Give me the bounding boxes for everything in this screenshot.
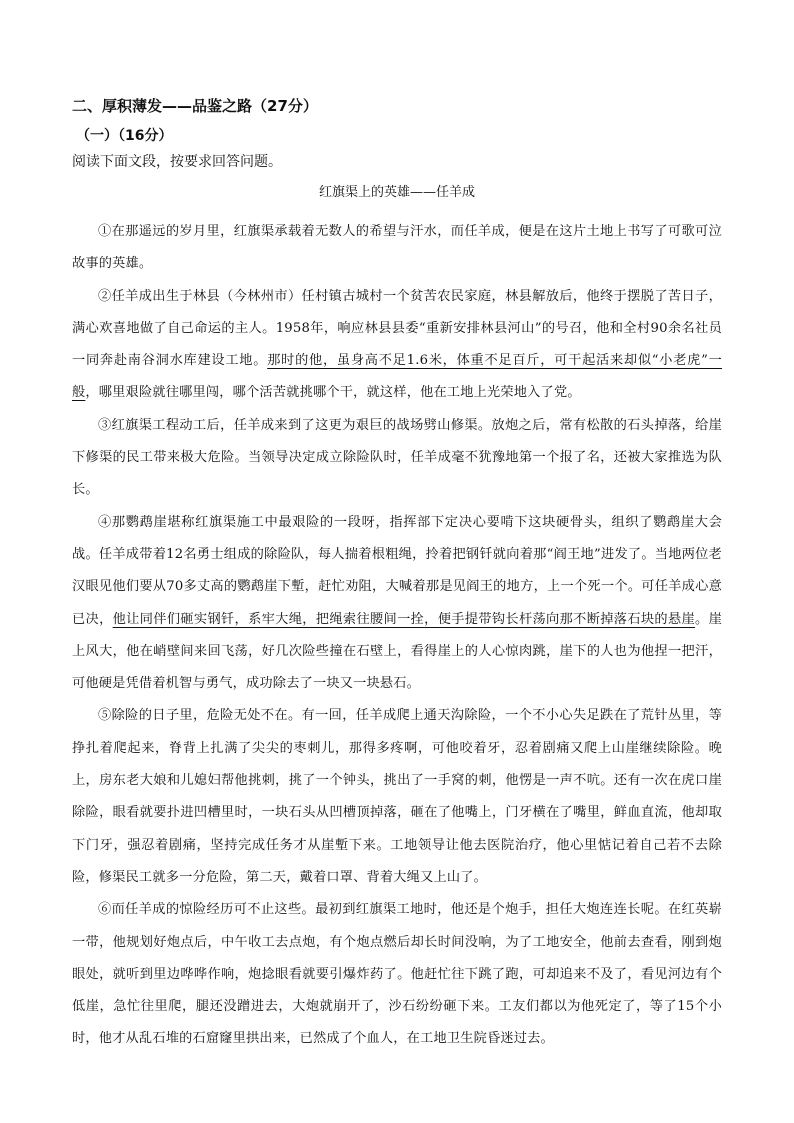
- paragraph-4-text-a: ④那鹦鹉崖堪称红旗渠施工中最艰险的一段呀，指挥部下定决心要啃下这块硬骨头，组织了鹦鹉崖大会战。任羊成带着12名勇士组成的除险队，每人揣着根粗绳，拎着把钢钎就向着那“阎王地”进发了。当地两位老汉眼见他们要从70多丈高的鹦鹉崖下塹，赶忙劝阻，大喊着那是见阎王的地方，上一个死一个。可任羊成心意已决，: [72, 514, 722, 627]
- paragraph-4: [72, 507, 722, 701]
- paragraph-2-underlined: 那时的他，虽身高不足1.6米，体重不足百斤，可干起活来却似“小老虎”一般: [72, 353, 722, 401]
- paragraph-2: [72, 281, 722, 410]
- paragraph-2-text-b: ，哪里艰险就往哪里闯，哪个活苦就挑哪个干，就这样，他在工地上光荣地入了党。: [85, 385, 581, 401]
- paragraph-6: ⑥而任羊成的惊险经历可不止这些。最初到红旗渠工地时，他还是个炮手，担任大炮连连长呢。在红英崭一带，他规划好炮点后，中午收工去点炮，有个炮点燃后却长时间没响，为了工地安全，他前去查看，刚到炮眼处，就听到里边哗哗作响，炮捻眼看就要引爆炸药了。他赶忙往下跳了跑，可却追来不及了，看见河边有个低崖，急忙往里爬，腿还没蹭进去，大炮就崩开了，沙石纷纷砸下来。工友们都以为他死定了，等了15个小时，他才从乱石堆的石窟窿里拱出来，已然成了个血人，在工地卫生院昏迷过去。: [72, 902, 722, 1047]
- paragraph-5: ⑤除险的日子里，危险无处不在。有一回，任羊成爬上通天沟除险，一个不小心失足跌在了荒针丛里，等挣扎着爬起来，脊背上扎满了尖尖的枣刺儿，那得多疼啊，可他咬着牙，忍着剧痛又爬上山崖继续除险。晚上，房东老大娘和儿媳妇帮他挑刺，挑了一个钟头，挑出了一手窝的刺，他愣是一声不吭。还有一次在虎口崖除险，眼看就要扑进凹槽里时，一块石头从凹槽顶掉落，砸在了他嘴上，门牙横在了嘴里，鲜血直流，他却取下门牙，强忍着剧痛，坚持完成任务才从崖塹下来。工地领导让他去医院治疗，他心里惦记着自己若不去除险，修渠民工就多一分危险，第二天，戴着口罩、背着大绳又上山了。: [72, 708, 722, 885]
- paragraph-4-underlined: 他让同伴们砸实钢钎，系牢大绳，把绳索往腰间一拴，便手提带钩长杆荡向那不断掉落石块的悬崖: [112, 611, 696, 627]
- paragraph-4-text-b: 。崖上风大，他在峭壁间来回飞荡，好几次险些撞在石壁上，看得崖上的人心惊肉跳，崖下的人也为他捏一把汗，可他硬是凭借着机智与勇气，成功除去了一块又一块悬石。: [72, 611, 722, 692]
- instruction-text: 阅读下面文段，按要求回答问题。: [72, 154, 282, 170]
- paragraph-2-text-a: ②任羊成出生于林县（今林州市）任村镇古城村一个贫苦农民家庭，林县解放后，他终于摆脱了苦日子，满心欢喜地做了自己命运的主人。1958年，响应林县县委“重新安排林县河山”的号召，他和全村90余名社员一同奔赴南谷洞水库建设工地。: [72, 288, 722, 369]
- paragraph-1: ①在那遥远的岁月里，红旗渠承载着无数人的希望与汗水，而任羊成，便是在这片土地上书写了可歌可泣故事的英雄。: [72, 224, 722, 272]
- paragraph-3: ③红旗渠工程动工后，任羊成来到了这更为艰巨的战场劈山修渠。放炮之后，常有松散的石头掉落，给崖下修渠的民工带来极大危险。当领导决定成立除险队时，任羊成毫不犹豫地第一个报了名，还被大家推选为队长。: [72, 417, 722, 498]
- section-title: 二、厚积薄发——品鉴之路（27分）: [72, 97, 318, 115]
- document-page: [72, 96, 722, 1056]
- article-title: 红旗渠上的英雄——任羊成: [318, 185, 475, 200]
- part-title: （一）（16分）: [76, 128, 173, 144]
